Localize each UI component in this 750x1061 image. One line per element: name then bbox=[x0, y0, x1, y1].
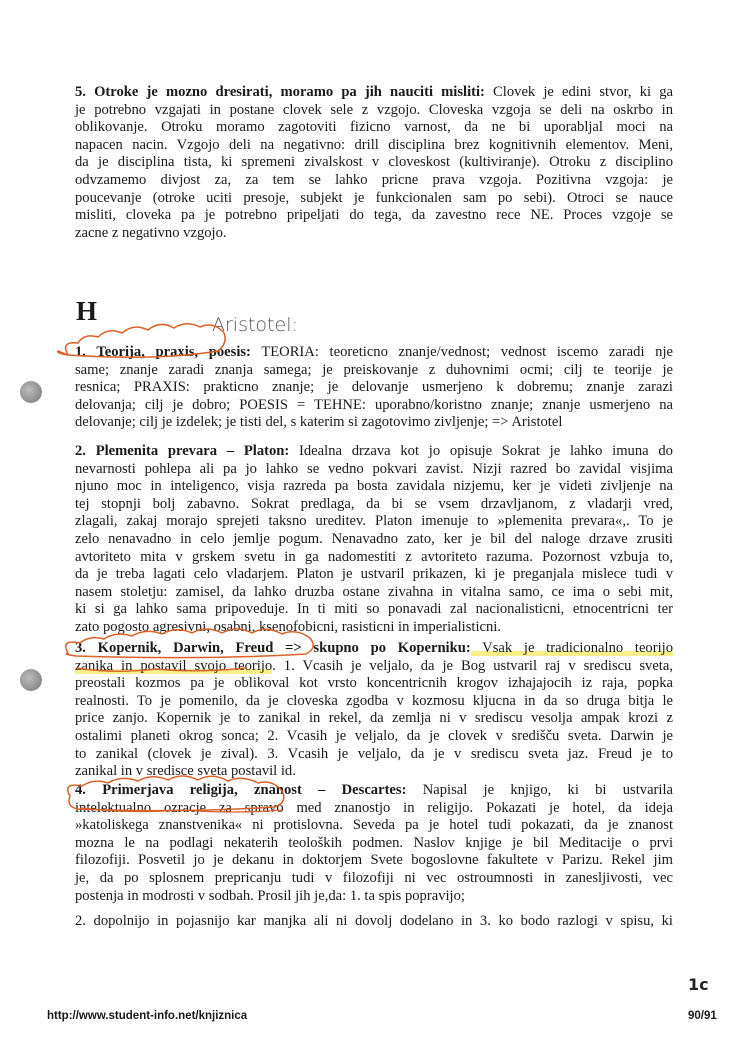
paragraph-4 bbox=[75, 782, 673, 905]
paragraph-title: 4. Primerjava religija, znanost – Descartes: bbox=[75, 782, 407, 798]
line bbox=[75, 443, 673, 461]
text: Napisal je knjigo, ki bi ustvarila bbox=[406, 782, 673, 798]
footer-url[interactable]: http://www.student-info.net/knjiznica bbox=[47, 1010, 248, 1022]
line: zelo nenavadno in celo jemlje pogum. Nenavadno zato, ker je bil del naloge drzave zrusiti bbox=[75, 530, 673, 547]
line: misliti, cloveka pa je potrebno pripeljati do tega, da zavestno rece NE. Proces vzgoje se bbox=[75, 207, 673, 224]
line: delovanja; cilj je dobro; POESIS = TEHNE: uporabno/koristno znanje; znanje usmerjeno na bbox=[75, 396, 673, 413]
line: »katoliskega znanstvenika« ni protislovna. Seveda pa je hotel tudi pokazati, da je znanost bbox=[75, 817, 673, 834]
paragraph-title: 3. Kopernik, Darwin, Freud => skupno po Koperniku: bbox=[75, 640, 471, 656]
paragraph-1 bbox=[75, 344, 673, 432]
line: intelektualno ozracje za spravo med znanostjo in religijo. Pokazati je hotel, da ideja bbox=[75, 799, 673, 816]
paragraph-4-continued bbox=[75, 913, 673, 931]
section-heading: H bbox=[76, 296, 98, 326]
line: filozofiji. Posvetil jo je dekanu in doktorjem Svete bogoslovne fakultete v Parizu. Rekel jim bbox=[75, 852, 673, 869]
line: je, da po splosnem prepricanju tudi v filozofiji ni vec ostroumnosti in zanesljivosti, vec bbox=[75, 869, 673, 886]
line: nasem stoletju: zamisel, da lahko druzba ostane zivahna in vitalna samo, ce ima o sebi mit, bbox=[75, 583, 673, 600]
line: same; znanje zaradi znanja samega; je preiskovanje z duhovnimi ocmi; cilj te teorije je bbox=[75, 361, 673, 378]
highlighted-text: Vsak je tradicionalno teorijo bbox=[470, 640, 673, 656]
paragraph-title: 5. Otroke je mozno dresirati, moramo pa jih nauciti misliti: bbox=[75, 84, 485, 100]
text: . 1. Vcasih je veljalo, da je Bog ustvaril raj v srediscu sveta, bbox=[272, 657, 673, 674]
paragraph-5 bbox=[75, 84, 673, 242]
line: ostalimi planeti okrog sonca; 2. Vcasih je veljalo, da je clovek v središču sveta. Darwin je bbox=[75, 727, 673, 744]
punch-hole bbox=[20, 381, 42, 403]
line: postenja in modrosti v sodbah. Prosil jih je,da: 1. ta spis popravijo; bbox=[75, 887, 465, 904]
line: tej stopnji bolj zabavno. Sokrat predlaga, da bi se vsem drzavljanom, z vladarji vred, bbox=[75, 495, 673, 512]
handwritten-page-mark: 1c bbox=[688, 975, 709, 994]
text: Idealna drzava kot jo opisuje Sokrat je lahko imuna do bbox=[289, 443, 673, 459]
highlighted-text: zanika in postavil svojo teorijo bbox=[75, 657, 273, 674]
paragraph-2 bbox=[75, 443, 673, 637]
line: njuno moc in inteligenco, visja razreda pa bosta zavidala nizjemu, ker je videti zivljenje na bbox=[75, 478, 673, 495]
line bbox=[75, 344, 673, 362]
line bbox=[75, 782, 673, 800]
page-number: 90/91 bbox=[688, 1010, 717, 1022]
line: je potrebno vzgajati in postane clovek sele z vzgojo. Cloveska vzgoja se deli na oskrbo in bbox=[75, 101, 673, 118]
line: da je disciplina tista, ki spremeni zivalskost v cloveskost (kultiviranje). Otroku z disciplino bbox=[75, 154, 673, 171]
line: realnosti. To je pomenilo, da je cloveska zgodba v kozmosu kljucna in da so druga bitja le bbox=[75, 692, 673, 709]
line bbox=[75, 84, 673, 102]
paragraph-3 bbox=[75, 640, 673, 781]
line: zanikal in v sredisce sveta postavil id. bbox=[75, 763, 296, 780]
line: da je treba lagati celo vladarjem. Platon je ustvaril prikazen, ki je preganjala mislece tudi v bbox=[75, 566, 673, 583]
line: zato pogosto agresivni, osabni, ksenofobicni, rasisticni in imperialisticni. bbox=[75, 618, 501, 635]
line: delovanje; cilj je izdelek; je tisti del, s katerim si zagotovimo zivljenje; => Aristotel bbox=[75, 414, 563, 431]
line: preostali kozmos pa je oblikoval kot vrsto koncentricnih krogov izhajajocih iz raja, popka bbox=[75, 675, 673, 692]
line: to zanikal (clovek je zival). 3. Vcasih je veljalo, da je v srediscu sveta jaz. Freud je to bbox=[75, 745, 673, 762]
line: napacen nacin. Vzgojo deli na negativno: drill disciplina brez kognitivnih elementov. Meni, bbox=[75, 136, 673, 153]
line: ki si ga lahko sama pripoveduje. In ti miti so ponavadi zal nacionalisticni, etnocentricni ter bbox=[75, 601, 673, 618]
line: oblikovanje. Otroku moramo zagotoviti fizicno varnost, da ne bi uporabljal moci na bbox=[75, 119, 673, 136]
text: TEORIA: teoreticno znanje/vednost; vednost iscemo zaradi nje bbox=[250, 344, 673, 360]
handwritten-note: Aristotel: bbox=[212, 314, 298, 336]
paragraph-title: 2. Plemenita prevara – Platon: bbox=[75, 443, 290, 459]
line: zacne z negativno vzgojo. bbox=[75, 224, 227, 241]
text: Clovek je edini stvor, ki ga bbox=[484, 84, 673, 100]
line: odvzamemo divjost za, za tem se lahko pricne prava vzgoja. Pozitivna vzgoja: je bbox=[75, 171, 673, 188]
line: 2. dopolnijo in pojasnijo kar manjka ali ni dovolj dodelano in 3. ko bodo razlogi v spisu, ki bbox=[75, 913, 673, 929]
line: nevarnosti pohlepa ali pa jo lahko se vedno pokvari zavist. Nizji razred bo zavidal visjima bbox=[75, 460, 673, 477]
line: resnica; PRAXIS: prakticno znanje; je delovanje usmerjeno k dobremu; znanje zarazi bbox=[75, 379, 673, 396]
paragraph-title: 1. Teorija, praxis, poesis: bbox=[75, 344, 251, 360]
line: poucevanje (otroke uciti presoje, subjekt je funkcionalen sam po sebi). Otroci se nauce bbox=[75, 189, 673, 206]
line: mozna le na podlagi nekaterih teoloških podmen. Naslov knjige je bil Meditacije o prvi bbox=[75, 834, 673, 851]
line bbox=[75, 658, 673, 676]
line: zlagali, zakaj morajo sprejeti taksno ureditev. Platon imenuje to »plemenita prevara«,. To je bbox=[75, 513, 673, 530]
punch-hole bbox=[20, 669, 42, 691]
line bbox=[75, 640, 673, 658]
line: price zanjo. Kopernik je to zanikal in rekel, da zemlja ni v srediscu vesolja ampak krozi z bbox=[75, 710, 673, 727]
line: avtoriteto mita v grskem svetu in ga nadomestiti z avtoriteto razuma. Pozornost vzbuja to, bbox=[75, 548, 673, 565]
